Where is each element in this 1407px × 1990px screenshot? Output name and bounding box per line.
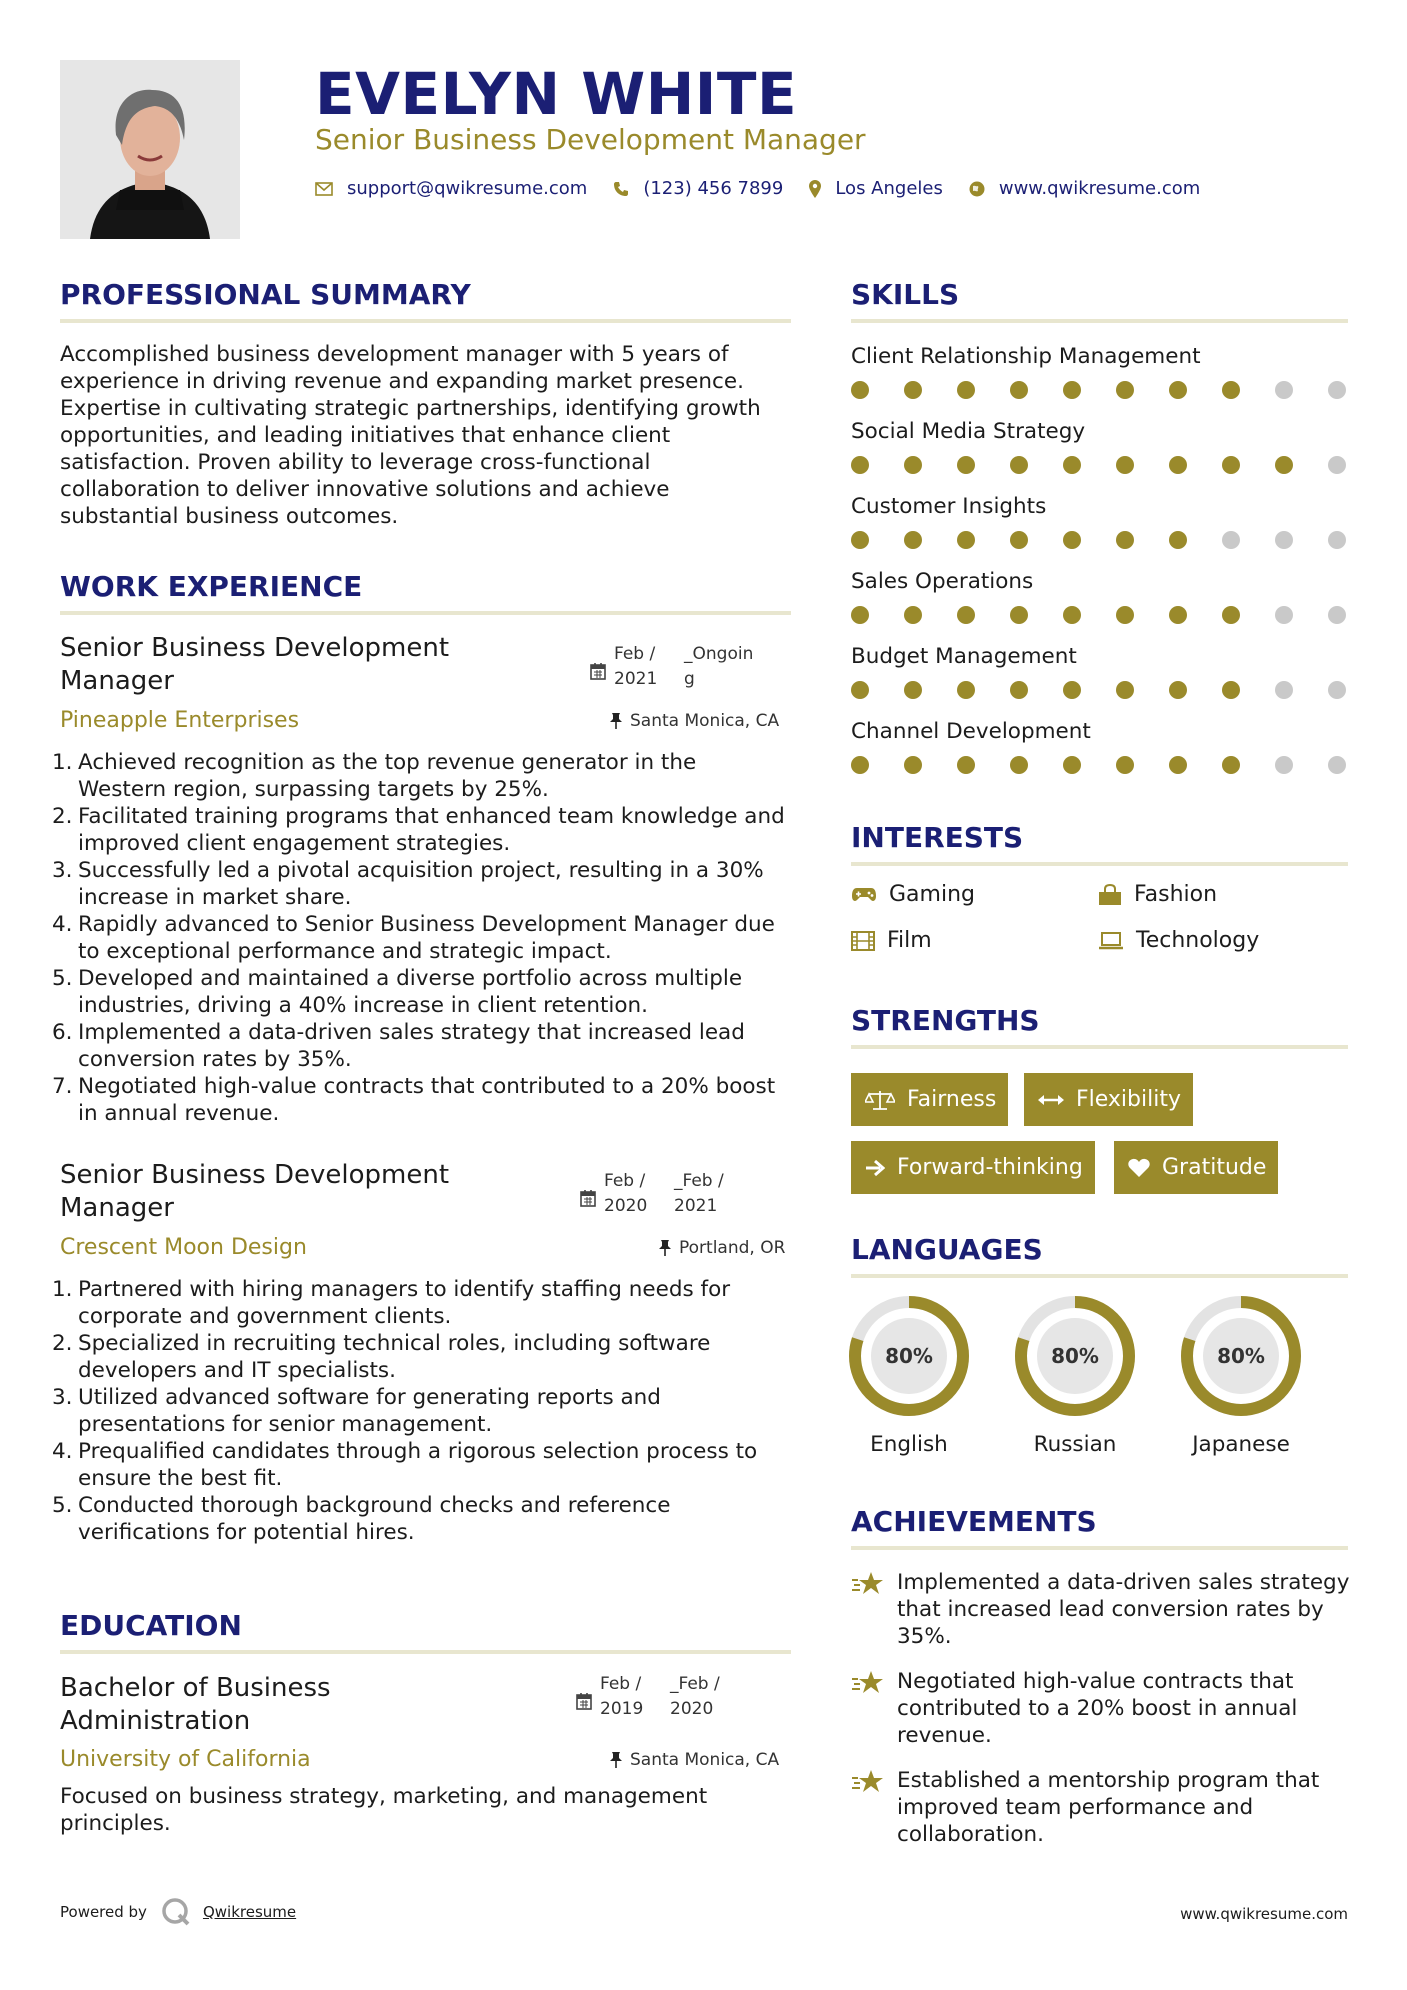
skill-dot-filled [851, 681, 869, 699]
skill-dot-filled [957, 681, 975, 699]
film-icon [851, 931, 875, 951]
qwikresume-logo-icon [161, 1897, 191, 1927]
website-text: www.qwikresume.com [998, 178, 1201, 199]
list-item: 4. Rapidly advanced to Senior Business Development Manager due to exceptional performance and strategic impact. [52, 912, 775, 964]
achievement-item [851, 1767, 1351, 1848]
language-ring [1013, 1294, 1137, 1418]
skill-dot-filled [1222, 456, 1240, 474]
achievement-text: Established a mentorship program that improved team performance and collaboration. [897, 1768, 1320, 1847]
gamepad-icon [851, 887, 877, 903]
skill-dot-filled [904, 531, 922, 549]
experience-heading: WORK EXPERIENCE [60, 570, 363, 603]
skill-dot-filled [904, 681, 922, 699]
job-location [659, 1238, 785, 1258]
skill-dot-filled [1116, 606, 1134, 624]
interest-label: Fashion [1134, 882, 1218, 907]
language-ring [847, 1294, 971, 1418]
list-item: 7. Negotiated high-value contracts that contributed to a 20% boost in annual revenue. [52, 1074, 776, 1126]
list-item: 3. Utilized advanced software for generating reports and presentations for senior management. [52, 1385, 661, 1437]
job-location-text: Portland, OR [679, 1238, 786, 1258]
achievements-heading: ACHIEVEMENTS [851, 1505, 1097, 1538]
pushpin-icon [610, 1751, 622, 1769]
skill-dot-empty [1328, 456, 1346, 474]
skill-dot-empty [1222, 531, 1240, 549]
skill-rating [851, 756, 1349, 774]
skill-dot-filled [957, 456, 975, 474]
skill-rating [851, 456, 1349, 474]
education-location-text: Santa Monica, CA [630, 1750, 780, 1770]
skill-dot-filled [1169, 681, 1187, 699]
star-icon [851, 1769, 885, 1795]
pushpin-icon [659, 1239, 671, 1257]
skill-dot-empty [1328, 606, 1346, 624]
strength-label: Fairness [907, 1087, 997, 1112]
skill-dot-empty [1275, 756, 1293, 774]
school-name: University of California [60, 1747, 311, 1772]
achievement-text: Implemented a data-driven sales strategy that increased lead conversion rates by 35%. [897, 1570, 1350, 1649]
skill-dot-filled [1222, 681, 1240, 699]
skills-heading: SKILLS [851, 278, 960, 311]
skill-dot-filled [1169, 756, 1187, 774]
skill-dot-filled [851, 381, 869, 399]
language-percent: 80% [885, 1344, 933, 1368]
globe-icon [969, 181, 985, 197]
interests-heading: INTERESTS [851, 821, 1024, 854]
strengths-heading: STRENGTHS [851, 1004, 1040, 1037]
language-name: Japanese [1192, 1432, 1290, 1457]
skill-dot-filled [851, 756, 869, 774]
footer-powered-by [60, 1897, 296, 1927]
skill-dot-filled [1275, 456, 1293, 474]
strength-tag [1114, 1141, 1278, 1194]
language-item [1012, 1294, 1138, 1457]
skill-dot-filled [904, 606, 922, 624]
skill-label: Social Media Strategy [851, 419, 1086, 444]
pushpin-icon [610, 712, 622, 730]
list-item: 1. Achieved recognition as the top revenue generator in the Western region, surpassing targets by 25%. [52, 750, 697, 802]
strength-tag [851, 1073, 1008, 1126]
skill-dot-empty [1275, 531, 1293, 549]
star-icon [851, 1670, 885, 1696]
education-rule [60, 1650, 791, 1654]
calendar-icon [590, 662, 606, 680]
phone-text: (123) 456 7899 [643, 178, 784, 199]
skill-label: Customer Insights [851, 494, 1047, 519]
candidate-name: EVELYN WHITE [315, 60, 798, 128]
job-start-date: Feb / 2020 [604, 1171, 648, 1216]
language-ring [1179, 1294, 1303, 1418]
degree-title: Bachelor of Business Administration [60, 1673, 331, 1736]
skill-dot-filled [1063, 756, 1081, 774]
list-item: 5. Developed and maintained a diverse portfolio across multiple industries, driving a 40% increase in client retention. [52, 966, 743, 1018]
skill-dot-filled [957, 531, 975, 549]
skill-dot-filled [851, 456, 869, 474]
profile-photo [60, 60, 240, 239]
achievement-item [851, 1668, 1351, 1749]
skill-dot-filled [1222, 606, 1240, 624]
skill-dot-filled [957, 381, 975, 399]
skill-dot-filled [851, 531, 869, 549]
interest-item [851, 928, 932, 953]
skill-label: Client Relationship Management [851, 344, 1201, 369]
skill-dot-filled [1116, 456, 1134, 474]
education-start-date: Feb / 2019 [600, 1674, 644, 1719]
list-item: 4. Prequalified candidates through a rigorous selection process to ensure the best fit. [52, 1439, 758, 1491]
summary-heading: PROFESSIONAL SUMMARY [60, 278, 471, 311]
contact-phone[interactable] [613, 178, 783, 199]
language-name: Russian [1033, 1432, 1117, 1457]
education-end-date: _Feb / 2020 [670, 1674, 720, 1719]
language-name: English [870, 1432, 948, 1457]
skill-label: Channel Development [851, 719, 1091, 744]
skill-dot-filled [1063, 456, 1081, 474]
skill-dot-filled [1169, 531, 1187, 549]
qwikresume-link[interactable]: Qwikresume [202, 1903, 297, 1921]
skill-dot-filled [851, 606, 869, 624]
skill-dot-empty [1275, 381, 1293, 399]
contact-email[interactable] [315, 178, 587, 199]
star-icon [851, 1571, 885, 1597]
skill-dot-filled [1010, 456, 1028, 474]
education-description: Focused on business strategy, marketing, and management principles. [60, 1784, 708, 1836]
skill-rating [851, 606, 1349, 624]
language-item [1178, 1294, 1304, 1457]
strength-label: Flexibility [1076, 1087, 1181, 1112]
list-item: 2. Specialized in recruiting technical roles, including software developers and IT specialists. [52, 1331, 711, 1383]
strengths-rule [851, 1045, 1348, 1049]
envelope-icon [315, 182, 333, 196]
list-item: 2. Facilitated training programs that enhanced team knowledge and improved client engagement strategies. [52, 804, 785, 856]
interest-label: Film [887, 928, 932, 953]
arrows-horizontal-icon [1038, 1093, 1064, 1107]
skill-dot-empty [1328, 681, 1346, 699]
job-title: Senior Business Development Manager [60, 633, 450, 696]
scale-icon [865, 1089, 895, 1111]
skill-dot-filled [1116, 756, 1134, 774]
skill-dot-filled [1063, 606, 1081, 624]
map-pin-icon [809, 180, 821, 198]
list-item: 1. Partnered with hiring managers to identify staffing needs for corporate and government clients. [52, 1277, 731, 1329]
email-text: support@qwikresume.com [347, 178, 588, 199]
job-bullets [52, 1276, 791, 1546]
strength-tag [1024, 1073, 1193, 1126]
job-start-date: Feb / 2021 [614, 644, 658, 689]
list-item: 6. Implemented a data-driven sales strategy that increased lead conversion rates by 35%. [52, 1020, 745, 1072]
skill-dot-filled [957, 606, 975, 624]
skill-dot-empty [1328, 756, 1346, 774]
skill-dot-filled [904, 756, 922, 774]
skill-rating [851, 381, 1349, 399]
interest-item [1098, 928, 1259, 953]
achievement-item [851, 1569, 1351, 1650]
skill-dot-filled [1063, 381, 1081, 399]
location-text: Los Angeles [835, 178, 943, 199]
strength-label: Gratitude [1162, 1155, 1267, 1180]
interest-item [1098, 882, 1217, 907]
interests-rule [851, 862, 1348, 866]
skill-dot-empty [1275, 606, 1293, 624]
job-title: Senior Business Development Manager [60, 1160, 450, 1223]
skill-dot-filled [904, 381, 922, 399]
skill-dot-filled [1169, 456, 1187, 474]
skill-dot-filled [1010, 681, 1028, 699]
skill-rating [851, 531, 1349, 549]
calendar-icon [580, 1189, 596, 1207]
languages-rule [851, 1274, 1348, 1278]
skill-dot-filled [957, 756, 975, 774]
skill-dot-filled [904, 456, 922, 474]
job-location [610, 711, 779, 731]
education-heading: EDUCATION [60, 1609, 242, 1642]
contact-website[interactable] [969, 178, 1200, 199]
achievement-text: Negotiated high-value contracts that contributed to a 20% boost in annual revenue. [897, 1669, 1298, 1748]
contact-bar [315, 178, 1226, 199]
interest-item [851, 882, 975, 907]
list-item: 3. Successfully led a pivotal acquisition project, resulting in a 30% increase in market share. [52, 858, 764, 910]
footer-website[interactable]: www.qwikresume.com [1180, 1905, 1348, 1923]
experience-rule [60, 611, 791, 615]
job-company: Pineapple Enterprises [60, 708, 300, 733]
education-dates [576, 1672, 744, 1722]
skill-dot-filled [1169, 606, 1187, 624]
job-end-date: _Feb / 2021 [674, 1171, 724, 1216]
phone-icon [613, 181, 629, 197]
job-company: Crescent Moon Design [60, 1235, 307, 1260]
skill-label: Budget Management [851, 644, 1077, 669]
skill-dot-filled [1116, 531, 1134, 549]
skill-dot-filled [1222, 381, 1240, 399]
heart-icon [1128, 1158, 1150, 1178]
skill-dot-filled [1116, 381, 1134, 399]
interest-label: Technology [1136, 928, 1260, 953]
skill-dot-filled [1116, 681, 1134, 699]
candidate-role: Senior Business Development Manager [315, 123, 866, 156]
powered-by-text: Powered by [60, 1903, 147, 1921]
skill-dot-filled [1010, 531, 1028, 549]
skill-dot-empty [1328, 381, 1346, 399]
skill-dot-filled [1010, 756, 1028, 774]
skill-dot-filled [1169, 381, 1187, 399]
job-dates [590, 642, 758, 692]
language-item [846, 1294, 972, 1457]
education-location [610, 1750, 779, 1770]
list-item: 5. Conducted thorough background checks and reference verifications for potential hires. [52, 1493, 671, 1545]
skill-label: Sales Operations [851, 569, 1034, 594]
skill-dot-empty [1275, 681, 1293, 699]
laptop-icon [1098, 932, 1124, 950]
skill-dot-filled [1063, 531, 1081, 549]
job-bullets [52, 749, 791, 1127]
skill-rating [851, 681, 1349, 699]
summary-text: Accomplished business development manager with 5 years of experience in driving revenue and expanding market presence. Expertise in cultivating strategic partnerships, identifying growth opportunities, and leading initiatives that enhance client satisfaction. Proven ability to leverage cross-functional collaboration to deliver innovative solutions and achieve substantial business outcomes. [60, 342, 761, 529]
skill-dot-filled [1063, 681, 1081, 699]
skill-dot-filled [1010, 606, 1028, 624]
job-dates [580, 1169, 748, 1219]
skill-dot-empty [1328, 531, 1346, 549]
skill-dot-filled [1010, 381, 1028, 399]
language-percent: 80% [1217, 1344, 1265, 1368]
strength-tag [851, 1141, 1095, 1194]
job-end-date: _Ongoin g [684, 644, 754, 689]
interest-label: Gaming [889, 882, 975, 907]
skills-rule [851, 319, 1348, 323]
bag-icon [1098, 884, 1122, 906]
job-location-text: Santa Monica, CA [630, 711, 780, 731]
contact-location [809, 178, 943, 199]
languages-heading: LANGUAGES [851, 1233, 1043, 1266]
calendar-icon [576, 1692, 592, 1710]
skill-dot-filled [1222, 756, 1240, 774]
arrow-right-icon [865, 1159, 885, 1177]
summary-rule [60, 319, 791, 323]
language-percent: 80% [1051, 1344, 1099, 1368]
strength-label: Forward-thinking [897, 1155, 1083, 1180]
achievements-rule [851, 1546, 1348, 1550]
